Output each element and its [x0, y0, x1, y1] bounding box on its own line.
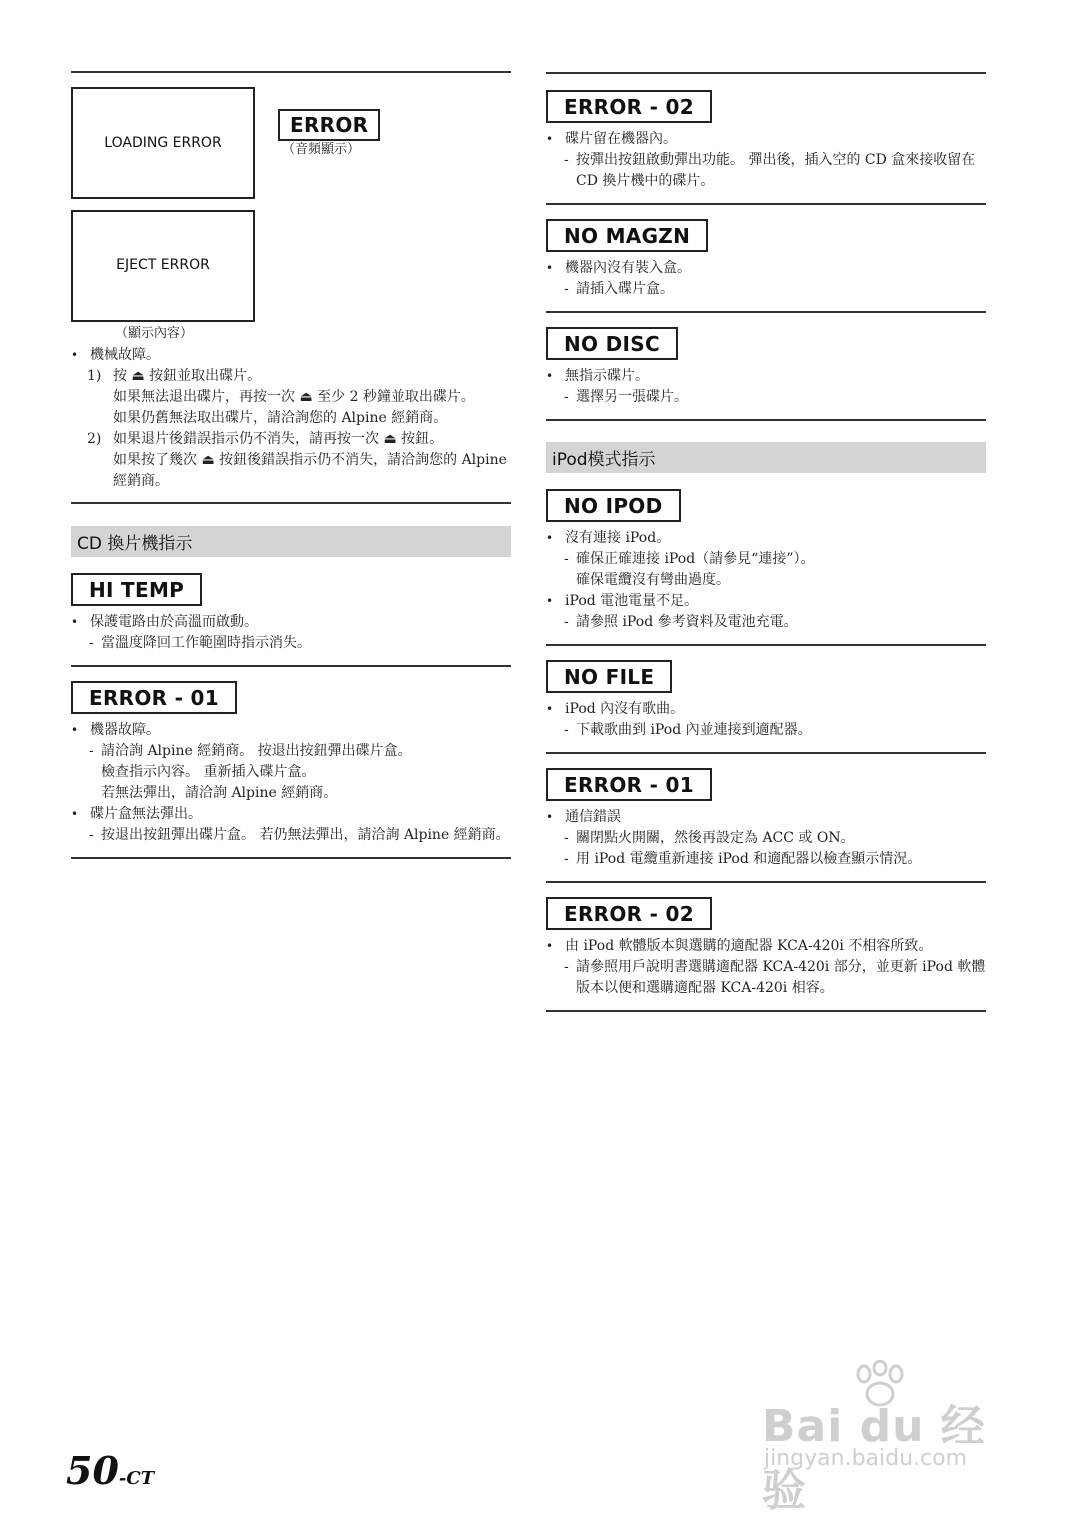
page-number-value: 50 [66, 1448, 119, 1493]
hi-temp-text [71, 612, 511, 654]
error-02-text [546, 129, 986, 192]
list-item: - 請參照用戶說明書選購適配器 KCA-420i 部分，並更新 iPod 軟體版本以便和選購適配器 KCA-420i 相容。 [546, 957, 986, 999]
step-number: 1) [87, 368, 102, 384]
step-text: 如果退片後錯誤指示仍不消失，請再按一次 ⏏ 按鈕。 [113, 431, 444, 447]
divider [546, 419, 986, 421]
ipod-error-01-text [546, 807, 986, 870]
list-item: 如果按了幾次 ⏏ 按鈕後錯誤指示仍不消失，請洽詢您的 Alpine 經銷商。 [113, 452, 507, 489]
watermark-logo-text: Bai du 经验 [762, 1401, 986, 1516]
list-item: • iPod 電池電量不足。 [546, 591, 986, 612]
list-item: - 確保正確連接 iPod（請參見“連接”）。 [546, 549, 986, 570]
list-item: • 沒有連接 iPod。 [546, 528, 986, 549]
divider [71, 502, 511, 504]
divider [71, 665, 511, 667]
hi-temp-code-box: HI TEMP [71, 573, 202, 606]
error-02-code-box: ERROR - 02 [546, 90, 712, 123]
list-item: • 由 iPod 軟體版本與選購的適配器 KCA-420i 不相容所致。 [546, 936, 986, 957]
page-number [66, 1448, 154, 1493]
left-column [71, 71, 511, 859]
list-item: - 關閉點火開關，然後再設定為 ACC 或 ON。 [546, 828, 986, 849]
list-item: • 機器故障。 [71, 720, 511, 741]
display-caption: （顯示內容） [115, 326, 194, 341]
list-item: - 選擇另一張碟片。 [546, 387, 986, 408]
no-disc-text [546, 366, 986, 408]
error-code-box: ERROR [278, 109, 380, 141]
step-number: 2) [87, 431, 102, 447]
list-item: • iPod 內沒有歌曲。 [546, 699, 986, 720]
divider [546, 752, 986, 754]
list-item: • 機械故障。 [71, 345, 511, 366]
list-item: - 請參照 iPod 參考資料及電池充電。 [546, 612, 986, 633]
ipod-error-02-text [546, 936, 986, 999]
page-number-suffix: -CT [118, 1468, 155, 1489]
divider [546, 1010, 986, 1012]
audio-error-indicator [278, 109, 380, 159]
step-text: 按 ⏏ 按鈕並取出碟片。 [113, 368, 262, 384]
divider [546, 311, 986, 313]
section-title-cd-changer: CD 換片機指示 [71, 526, 511, 557]
list-item: 若無法彈出，請洽詢 Alpine 經銷商。 [101, 785, 338, 801]
section-title-ipod-mode: iPod模式指示 [546, 442, 986, 473]
list-item: • 機器內沒有裝入盒。 [546, 258, 986, 279]
list-item: • 碟片盒無法彈出。 [71, 804, 511, 825]
no-ipod-text [546, 528, 986, 633]
list-item: • 通信錯誤 [546, 807, 986, 828]
no-disc-code-box: NO DISC [546, 327, 678, 360]
no-file-text [546, 699, 986, 741]
ipod-error-01-code-box: ERROR - 01 [546, 768, 712, 801]
divider [546, 881, 986, 883]
divider [546, 644, 986, 646]
watermark-url: jingyan.baidu.com [764, 1446, 968, 1471]
list-item: • 保護電路由於高溫而啟動。 [71, 612, 511, 633]
list-item [71, 366, 511, 387]
divider [71, 857, 511, 859]
list-item: • 碟片留在機器內。 [546, 129, 986, 150]
list-item: - 下載歌曲到 iPod 內並連接到適配器。 [546, 720, 986, 741]
list-item: - 請插入碟片盒。 [546, 279, 986, 300]
audio-display-caption: （音頻顯示） [282, 142, 361, 157]
mechanical-error-text [71, 345, 511, 492]
list-item: 如果無法退出碟片，再按一次 ⏏ 至少 2 秒鐘並取出碟片。 [113, 389, 475, 405]
list-item: 檢查指示內容。 重新插入碟片盒。 [101, 764, 316, 780]
list-item: - 按退出按鈕彈出碟片盒。 若仍無法彈出，請洽詢 Alpine 經銷商。 [71, 825, 511, 846]
error-01-code-box: ERROR - 01 [71, 681, 237, 714]
list-item: 如果仍舊無法取出碟片，請洽詢您的 Alpine 經銷商。 [113, 410, 448, 426]
list-item [71, 429, 511, 450]
baidu-watermark [762, 1360, 1012, 1516]
list-item: - 用 iPod 電纜重新連接 iPod 和適配器以檢查顯示情況。 [546, 849, 986, 870]
right-column [546, 72, 986, 1012]
list-item: • 無指示碟片。 [546, 366, 986, 387]
no-ipod-code-box: NO IPOD [546, 489, 681, 522]
no-file-code-box: NO FILE [546, 660, 672, 693]
list-item: - 請洽詢 Alpine 經銷商。 按退出按鈕彈出碟片盒。 [71, 741, 511, 762]
divider [546, 203, 986, 205]
list-item: - 當溫度降回工作範圍時指示消失。 [71, 633, 511, 654]
display-block [71, 73, 511, 325]
top-rule-right [546, 72, 986, 74]
no-magzn-code-box: NO MAGZN [546, 219, 708, 252]
loading-error-display: LOADING ERROR [71, 87, 255, 199]
error-01-text [71, 720, 511, 846]
list-item: 確保電纜沒有彎曲過度。 [576, 572, 730, 588]
eject-error-display: EJECT ERROR [71, 210, 255, 322]
ipod-error-02-code-box: ERROR - 02 [546, 897, 712, 930]
no-magzn-text [546, 258, 986, 300]
list-item: - 按彈出按鈕啟動彈出功能。 彈出後，插入空的 CD 盒來接收留在 CD 換片機中的碟片。 [546, 150, 986, 192]
